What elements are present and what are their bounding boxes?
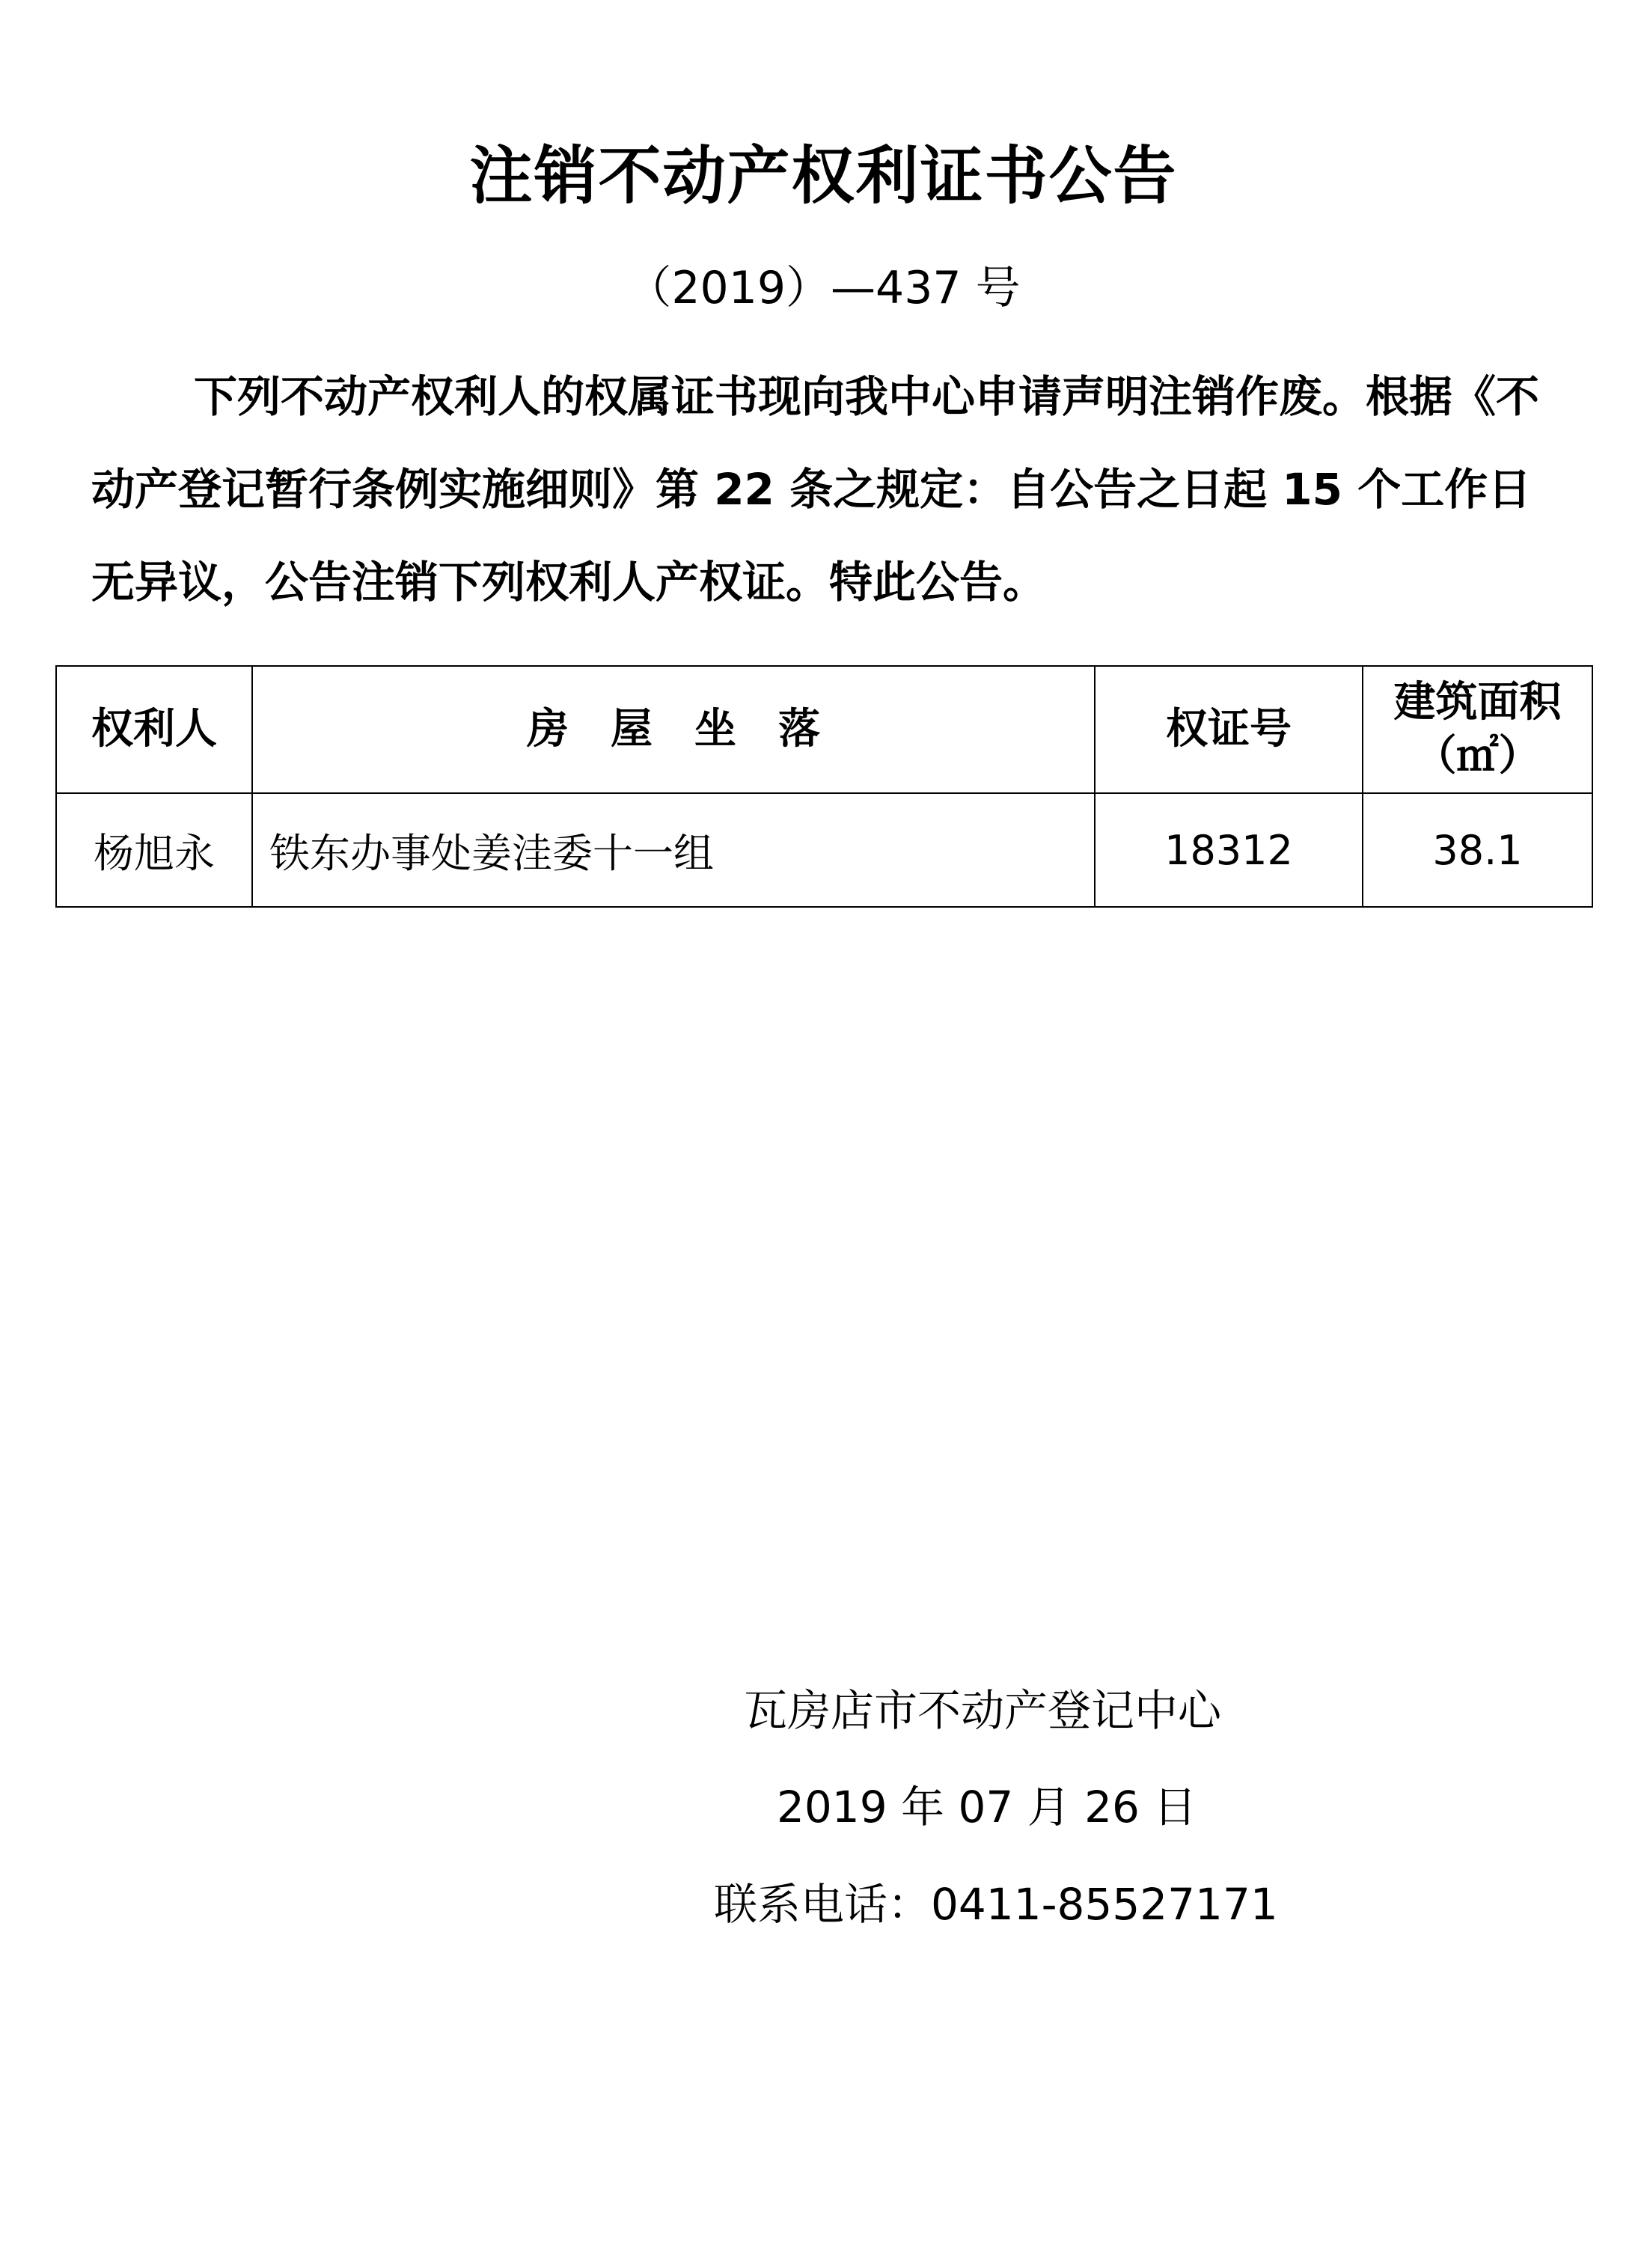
table-row <box>56 793 1592 907</box>
notice-number: （2019）—437 号 <box>626 262 1021 314</box>
cell-owner: 杨旭永 <box>56 793 252 907</box>
header-owner: 权利人 <box>56 666 252 793</box>
issue-date: 2019 年 07 月 26 日 <box>777 1782 1197 1833</box>
issuing-organization: 瓦房店市不动产登记中心 <box>744 1685 1222 1736</box>
header-area-unit: （㎡） <box>1414 732 1541 780</box>
cell-cert-no: 18312 <box>1095 793 1363 907</box>
table-header-row <box>56 666 1592 793</box>
header-cert-no: 权证号 <box>1095 666 1363 793</box>
header-location: 房 屋 坐 落 <box>252 666 1095 793</box>
header-area <box>1363 666 1592 793</box>
header-area-label: 建筑面积 <box>1393 678 1562 727</box>
cell-area: 38.1 <box>1363 793 1592 907</box>
notice-title: 注销不动产权利证书公告 <box>469 139 1178 213</box>
certificate-table <box>55 665 1593 908</box>
notice-body: 下列不动产权利人的权属证书现向我中心申请声明注销作废。根据《不动产登记暂行条例实施细则》第 22 条之规定：自公告之日起 15 个工作日无异议，公告注销下列权利人产权证。特此公告。 <box>91 371 1540 608</box>
cell-location: 铁东办事处姜洼委十一组 <box>252 793 1095 907</box>
contact-phone: 联系电话：0411-85527171 <box>714 1879 1278 1930</box>
